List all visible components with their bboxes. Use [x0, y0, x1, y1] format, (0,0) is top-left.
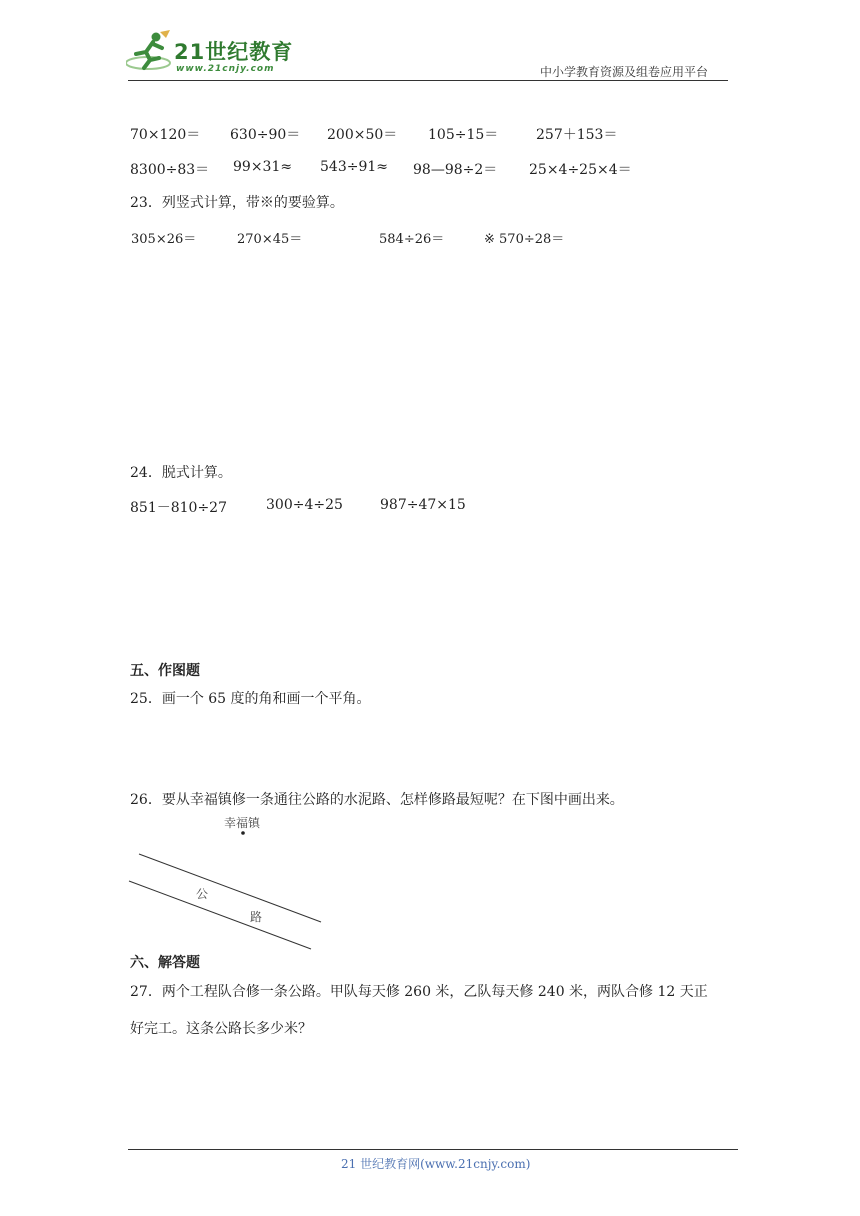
town-label: 幸福镇 — [224, 816, 261, 830]
calc-item: 257＋153＝ — [536, 127, 618, 143]
calc-item: 200×50＝ — [327, 127, 398, 143]
site-logo — [126, 30, 296, 76]
calc-item: 105÷15＝ — [428, 127, 499, 143]
question-27-line-2: 好完工。这条公路长多少米？ — [130, 1021, 312, 1037]
calc-item: 630÷90＝ — [230, 127, 301, 143]
q23-item: 270×45＝ — [237, 232, 303, 247]
runner-logo-icon — [126, 30, 174, 74]
question-23-title: 23．列竖式计算，带※的要验算。 — [130, 195, 344, 211]
road-char-2: 路 — [250, 910, 263, 924]
road-figure — [125, 810, 335, 955]
town-point — [241, 831, 245, 835]
q24-item: 987÷47×15 — [380, 497, 466, 513]
road-diagram — [125, 810, 335, 955]
footer-text: 21 世纪教育网(www.21cnjy.com) — [341, 1157, 531, 1171]
question-25: 25．画一个 65 度的角和画一个平角。 — [130, 691, 371, 707]
road-edge-top — [139, 854, 321, 922]
question-27-line-1: 27．两个工程队合修一条公路。甲队每天修 260 米，乙队每天修 240 米，两队合修 12 天正 — [130, 984, 708, 1000]
section-6-heading: 六、解答题 — [130, 955, 200, 971]
logo-url: www.21cnjy.com — [176, 64, 275, 74]
q24-item: 300÷4÷25 — [266, 497, 343, 513]
calc-item: 8300÷83＝ — [130, 162, 210, 178]
question-26: 26．要从幸福镇修一条通往公路的水泥路、怎样修路最短呢？在下图中画出来。 — [130, 792, 624, 808]
calc-item: 25×4÷25×4＝ — [529, 162, 632, 178]
calc-item: 99×31≈ — [233, 159, 293, 175]
section-5-heading: 五、作图题 — [130, 663, 200, 679]
platform-name: 中小学教育资源及组卷应用平台 — [540, 65, 709, 79]
calc-item: 70×120＝ — [130, 127, 201, 143]
road-edge-bottom — [129, 881, 311, 949]
road-char-1: 公 — [196, 887, 209, 901]
logo-title: 21世纪教育 — [174, 40, 294, 64]
q23-item: ※ 570÷28＝ — [484, 232, 565, 247]
q23-item: 305×26＝ — [131, 232, 197, 247]
q23-item: 584÷26＝ — [379, 232, 445, 247]
q24-item: 851－810÷27 — [130, 500, 227, 516]
calc-item: 98—98÷2＝ — [413, 162, 498, 178]
calc-item: 543÷91≈ — [320, 159, 388, 175]
footer-divider — [128, 1149, 738, 1150]
question-24-title: 24．脱式计算。 — [130, 465, 232, 481]
header-divider — [128, 80, 728, 81]
